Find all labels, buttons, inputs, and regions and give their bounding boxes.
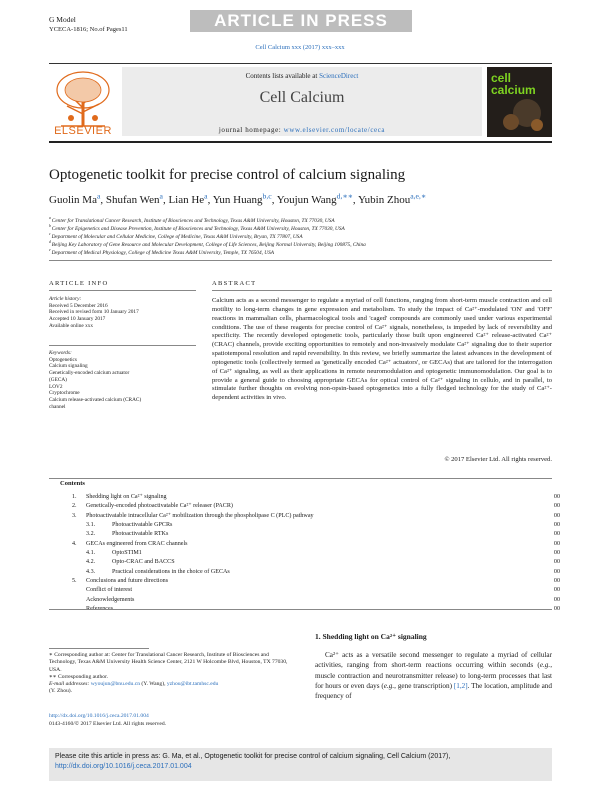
contents-available-line (122, 72, 482, 80)
section-heading: 1. Shedding light on Ca²⁺ signaling (315, 632, 427, 641)
body-text: , gene transcription) (394, 681, 454, 690)
toc-title: GECAs engineered from CRAC channels (86, 540, 188, 547)
body-text-italic: e.g. (539, 661, 551, 670)
keyword: (GECA) (49, 376, 67, 383)
keyword: channel (49, 403, 66, 410)
email-owner: (Y. Zhou). (49, 688, 73, 695)
author-affiliation-marker[interactable]: b,c (262, 191, 272, 201)
contents-heading: Contents (60, 480, 85, 487)
masthead-bottom-rule (49, 141, 552, 143)
affiliation-marker: e (49, 248, 52, 253)
affiliation-marker: c (49, 232, 52, 237)
toc-page: 00 (553, 578, 560, 585)
footnotes (49, 652, 296, 696)
keyword: Calcium release-activated calcium (CRAC) (49, 396, 142, 403)
toc-number: 3.2. (86, 531, 96, 538)
toc-entry[interactable] (60, 558, 560, 567)
reference-link[interactable]: [1,2] (453, 681, 468, 690)
toc-entry[interactable] (60, 530, 560, 539)
toc-entry[interactable] (60, 577, 560, 586)
affiliation-text: Beijing Key Laboratory of Gene Resource and Molecular Development, College of Life Sciences, Beijing Normal University, Beijing 100875, China (51, 242, 366, 248)
toc-number: 2. (72, 503, 77, 510)
history-line: Accepted 10 January 2017 (49, 316, 106, 323)
toc-page: 00 (553, 512, 560, 519)
toc-number: 3.1. (86, 522, 96, 529)
keyword: LOV2 (49, 383, 63, 390)
toc-page: 00 (553, 587, 560, 594)
author-name: Yun Huang (212, 194, 263, 206)
affiliation-marker: b (49, 224, 52, 229)
toc-page: 00 (553, 503, 560, 510)
toc-page: 00 (553, 568, 560, 575)
homepage-prefix: journal homepage: (218, 126, 284, 134)
author-name: Shufan Wen (105, 194, 160, 206)
please-cite-text (55, 752, 546, 772)
body-text-italic: e.g. (383, 681, 395, 690)
contents-prefix: Contents lists available at (245, 72, 320, 80)
abstract-heading: ABSTRACT (212, 280, 257, 287)
author-affiliation-marker[interactable]: d,∗∗ (336, 191, 353, 201)
toc-entry[interactable] (60, 586, 560, 595)
toc-entry[interactable] (60, 568, 560, 577)
keywords (49, 350, 199, 410)
divider (49, 345, 196, 346)
keywords-label: Keywords: (49, 350, 72, 356)
paper-title: Optogenetic toolkit for precise control of calcium signaling (49, 167, 406, 183)
toc-page: 00 (553, 522, 560, 529)
history-line: Available online xxx (49, 322, 94, 329)
toc-page: 00 (553, 606, 560, 613)
toc-entry[interactable] (60, 521, 560, 530)
homepage-link[interactable]: www.elsevier.com/locate/ceca (283, 126, 386, 134)
journal-title: Cell Calcium (259, 89, 345, 106)
toc-title: Conclusions and future directions (86, 578, 169, 585)
affiliation-marker: d (49, 240, 52, 245)
toc-number: 1. (72, 494, 77, 500)
toc-title: Shedding light on Ca²⁺ signaling (86, 494, 167, 500)
affiliation-text: Center for Epigenetics and Disease Prevention, Institute of Biosciences and Technology, Texas A&M University, Houston, TX 77030, USA (51, 226, 345, 232)
toc-title: Photoactivatable RTKs (112, 531, 169, 538)
toc-title: Practical considerations in the choice of GECAs (112, 568, 230, 575)
affiliation (49, 226, 345, 232)
divider (49, 609, 552, 610)
author-affiliation-marker[interactable]: a (96, 191, 101, 201)
affiliation (49, 250, 274, 256)
doi-link[interactable]: http://dx.doi.org/10.1016/j.ceca.2017.01.004 (49, 713, 149, 719)
article-in-press-banner: ARTICLE IN PRESS (190, 10, 412, 32)
toc-page: 00 (553, 559, 560, 566)
cite-prefix: Please cite this article in press as: G. Ma, et al., Optogenetic toolkit for precise control of calcium signaling, Cell Calcium (2017), (55, 753, 451, 760)
affiliation (49, 234, 303, 240)
toc-page: 00 (553, 540, 560, 547)
divider (49, 478, 552, 479)
toc-title: OptoSTIM1 (112, 550, 142, 557)
email-label: E-mail addresses: (49, 681, 91, 688)
citation-line[interactable]: Cell Calcium xxx (2017) xxx–xxx (255, 44, 345, 51)
toc-number: 4.3. (86, 568, 96, 575)
body-text: . The location, amplitude and frequency of (315, 681, 552, 701)
publisher-name: ELSEVIER (54, 125, 112, 137)
keyword: Cryptochrome (49, 390, 80, 397)
table-of-contents (60, 493, 560, 614)
toc-title: Photoactivatable intracellular Ca²⁺ mobilization through the phospholipase C (PLC) pathway (86, 512, 314, 519)
toc-page: 00 (553, 531, 560, 538)
email-link-wang[interactable]: wyoujun@bnu.edu.cn (90, 681, 141, 688)
toc-title: Opto-CRAC and BACCS (112, 559, 175, 566)
author-name: Lian He (168, 194, 205, 206)
toc-entry[interactable] (60, 549, 560, 558)
history-label: Article history: (49, 296, 82, 302)
affiliation-text: Center for Translational Cancer Research, Institute of Biosciences and Technology, Texas A&M University, Houston, TX 77030, USA (51, 218, 335, 224)
author-name: Guolin Ma (49, 194, 97, 206)
toc-title: Genetically-encoded photoactivatable Ca²⁺ releaser (PACR) (86, 503, 233, 510)
toc-number: 4.1. (86, 550, 96, 557)
toc-number: 4. (72, 540, 77, 547)
keyword: Optogenetics (49, 356, 77, 363)
toc-title: Acknowledgements (86, 596, 135, 603)
author-affiliation-marker[interactable]: a (204, 191, 208, 201)
copyright: © 2017 Elsevier Ltd. All rights reserved. (444, 456, 552, 463)
article-history (49, 296, 199, 330)
sciencedirect-link[interactable]: ScienceDirect (319, 72, 359, 80)
affiliation-text: Department of Medical Physiology, College of Medicine Texas A&M University, Temple, TX 76504, USA (51, 250, 274, 256)
author-name: Youjun Wang (276, 194, 337, 206)
toc-page: 00 (553, 550, 560, 557)
footnote-corresponding-1: ∗ Corresponding author at: Center for Translational Cancer Research, Institute of Biosciences and Technology, Texas A&M University Health Science Center, 2121 W Holcombe Blvd, Houston, TX 77030, USA. (49, 652, 288, 673)
elsevier-tree-logo (49, 68, 117, 130)
history-line: Received in revised form 10 January 2017 (49, 309, 139, 316)
section-body (315, 650, 552, 701)
abstract-text: Calcium acts as a second messenger to regulate a myriad of cell functions, ranging from short-term muscle contraction and cell motility to long-term changes in gene expression and metabolism. To study the impact of Ca²⁺-modulated 'ON' and 'OFF' reactions in mammalian cells, pharmacological tools and 'caged' compounds are commonly used under various experimental conditions. The use of these reagents for precise control of Ca²⁺ signals, nonetheless, is impeded by lack of reversibility and specificity. The recently developed optogenetic tools, particularly those built upon engineered Ca²⁺ release-activated Ca²⁺ (CRAC) channels, provide exciting opportunities to remotely and non-invasively modulate Ca²⁺ signaling due to their superior spatiotemporal resolution and rapid reversibility. In this review, we briefly summarize the latest advances in the development of optogenetic tools (collectively termed as 'genetically encoded Ca²⁺ actuators', or GECAs) that are tailored for the interrogation of Ca²⁺ signaling, as well as their applications in remote neuromodulation and optogenetic immunomodulation. Our goal is to provide a general guide to choosing appropriate GECAs for optical control of Ca²⁺ signaling in cellulo, and in parallel, to stimulate further thoughts on evolving non-opsin-based optogenetics into a fully fledged technology for the study of Ca²⁺-dependent activities in vivo. (212, 297, 552, 402)
toc-entry[interactable] (60, 540, 560, 549)
toc-entry[interactable] (60, 596, 560, 605)
journal-code-line: G Model (49, 15, 76, 24)
affiliation-text: Department of Molecular and Cellular Medicine, College of Medicine, Texas A&M University, Bryan, TX 77807, USA (51, 234, 303, 240)
toc-number: 4.2. (86, 559, 96, 566)
toc-title: Photoactivatable GPCRs (112, 522, 173, 529)
toc-title: Conflict of interest (86, 587, 133, 594)
toc-title: References (86, 606, 114, 613)
author-affiliation-marker[interactable]: a,e,∗ (410, 191, 427, 201)
affiliation-marker: a (49, 216, 52, 221)
toc-entry[interactable] (60, 512, 560, 521)
toc-entry[interactable] (60, 493, 560, 502)
divider (212, 290, 552, 291)
keyword: Calcium signaling (49, 363, 88, 370)
affiliation (49, 242, 366, 248)
issn-line: 0143-4160/© 2017 Elsevier Ltd. All rights reserved. (49, 721, 167, 727)
cite-doi-link[interactable]: http://dx.doi.org/10.1016/j.ceca.2017.01.004 (55, 763, 192, 770)
body-text: , muscle contraction and neurotransmitter release) to long-term processes that last for hours or even days ( (315, 661, 552, 690)
keyword: Genetically-encoded calcium actuator (49, 370, 130, 377)
author-list: Guolin Ma$^a$, Shufan Wen$^a$, Lian He$^a$, Yun Huang$^{b,c}$, Youjun Wang$^{d,∗∗}$, Yubin Zhou$^{a,e,∗}$ (49, 191, 427, 206)
footnote-corresponding-2: ∗∗ Corresponding author. (49, 673, 109, 680)
divider (49, 290, 196, 291)
email-owner: (Y. Wang), (140, 681, 167, 688)
journal-homepage-line (122, 126, 482, 134)
toc-entry[interactable] (60, 502, 560, 511)
author-affiliation-marker[interactable]: a (159, 191, 163, 201)
toc-number: 5. (72, 578, 77, 585)
toc-page: 00 (553, 596, 560, 603)
masthead-top-rule (49, 63, 552, 64)
cover-title: cell calcium (491, 71, 536, 97)
body-text: Ca²⁺ acts as a versatile second messenger to regulate a myriad of cellular activities, ranging from short-term reactions occurring within seconds ( (315, 651, 552, 670)
toc-number: 3. (72, 512, 77, 519)
author-name: Yubin Zhou (357, 194, 411, 206)
divider (49, 260, 552, 261)
email-link-zhou[interactable]: yzhou@ibt.tamhsc.edu (166, 681, 219, 688)
toc-page: 00 (553, 494, 560, 500)
manuscript-line: YCECA-1816; No.of Pages11 (49, 26, 128, 33)
article-info-heading: ARTICLE INFO (49, 280, 109, 287)
footnote-emails (49, 681, 296, 696)
affiliation (49, 218, 335, 224)
footnote-rule (49, 648, 149, 649)
history-line: Received 5 December 2016 (49, 302, 108, 309)
